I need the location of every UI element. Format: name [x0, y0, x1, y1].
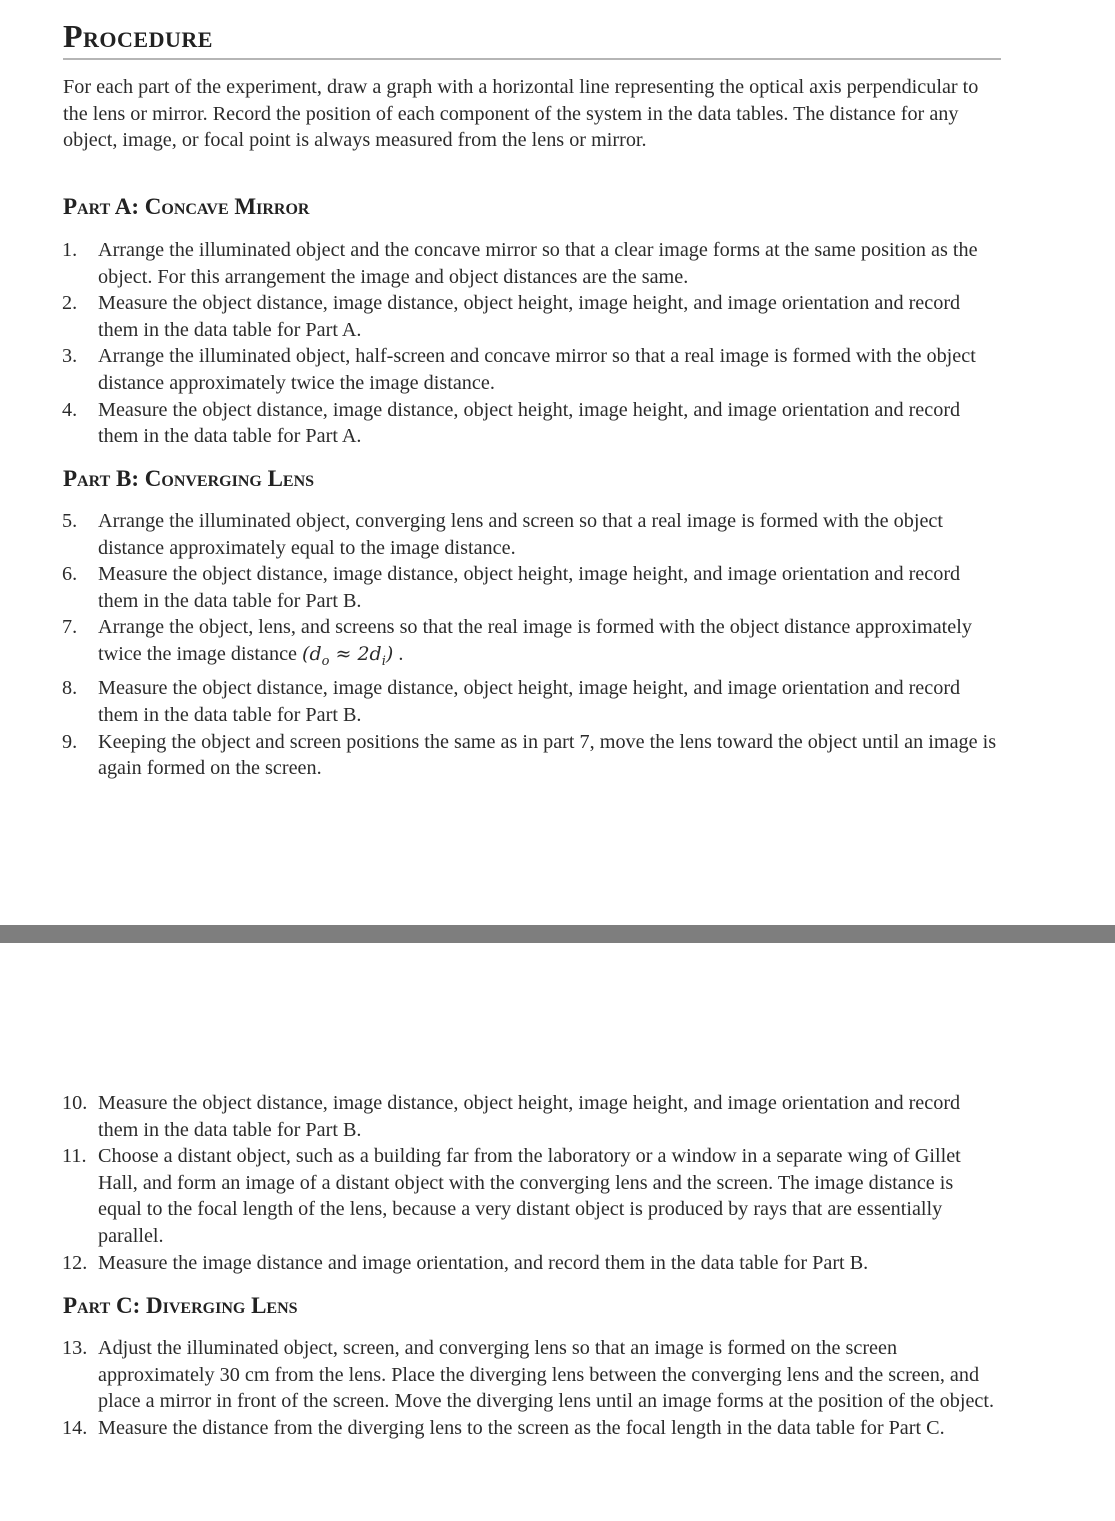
page-break-divider: [0, 925, 1115, 943]
page-title: Procedure: [63, 18, 213, 54]
step-text: Measure the object distance, image distance, object height, image height, and image orientation and record them in the data table for Part A.: [98, 398, 961, 448]
part-a-title: Part A: Concave Mirror: [63, 194, 310, 219]
step-text: Measure the object distance, image distance, object height, image height, and image orientation and record them in the data table for Part B.: [98, 677, 961, 726]
list-item: [0, 729, 1000, 782]
part-c-steps: [0, 1335, 1000, 1441]
list-item: [0, 343, 1000, 396]
list-item: [0, 614, 1000, 675]
step-number: 7.: [62, 616, 78, 639]
step-text: Arrange the illuminated object, half-screen and concave mirror so that a real image is formed with the object distance approximately twice the image distance.: [98, 345, 976, 394]
step-number: 10.: [62, 1092, 88, 1114]
list-item: [0, 1143, 1000, 1249]
list-item: [0, 290, 1000, 343]
formula-sub-o: o: [321, 653, 330, 669]
list-item: [0, 1415, 1000, 1442]
step-text: Measure the object distance, image distance, object height, image height, and image orientation and record them in the data table for Part B.: [98, 1092, 961, 1141]
step-text-tail: .: [393, 642, 404, 665]
step-number: 1.: [62, 239, 78, 261]
step-text-body: Arrange the object, lens, and screens so that the real image is formed with the object distance approximately twice the image distance: [98, 616, 972, 665]
step-number: 8.: [62, 677, 78, 700]
formula-sub-i: i: [381, 653, 386, 669]
step-text: Measure the image distance and image orientation, and record them in the data table for Part B.: [98, 1251, 869, 1274]
part-b-steps: [0, 508, 1000, 782]
step-text: [98, 614, 1000, 675]
step-number: 3.: [62, 345, 78, 368]
step-number: 14.: [62, 1416, 88, 1439]
part-b-title: Part B: Converging Lens: [63, 466, 315, 491]
step-text: Measure the object distance, image distance, object height, image height, and image orientation and record them in the data table for Part B.: [98, 563, 961, 612]
list-item: [0, 237, 1000, 290]
step-number: 9.: [62, 730, 78, 753]
list-item: [0, 1335, 1000, 1415]
step-text: Adjust the illuminated object, screen, and converging lens so that an image is formed on the screen approximately 30 cm from the lens. Place the diverging lens between the converging lens and the screen, and place a mirror in front of the screen. Move the diverging lens until an image forms at the position of the object.: [98, 1337, 995, 1413]
list-item: [0, 1090, 1000, 1143]
step-text: Keeping the object and screen positions the same as in part 7, move the lens toward the object until an image is again formed on the screen.: [98, 730, 997, 780]
list-item: [0, 561, 1000, 614]
step-number: 6.: [62, 563, 78, 586]
step-text: Arrange the illuminated object and the concave mirror so that a clear image forms at the same position as the object. For this arrangement the image and object distances are the same.: [98, 239, 978, 288]
part-b-steps-continued: [0, 1090, 1000, 1276]
part-c-title: Part C: Diverging Lens: [63, 1293, 298, 1318]
step-text: Measure the distance from the diverging lens to the screen as the focal length in the data table for Part C.: [98, 1416, 945, 1439]
step-number: 12.: [62, 1251, 88, 1274]
step-number: 4.: [62, 398, 78, 421]
step-text: Arrange the illuminated object, converging lens and screen so that a real image is formed with the object distance approximately equal to the image distance.: [98, 510, 943, 559]
step-text: Choose a distant object, such as a building far from the laboratory or a window in a separate wing of Gillet Hall, and form an image of a distant object with the converging lens and the screen. The image distance is equal to the focal length of the lens, because a very distant object is produced by rays that are essentially parallel.: [98, 1145, 961, 1247]
step-number: 11.: [62, 1145, 87, 1168]
step-text: Measure the object distance, image distance, object height, image height, and image orientation and record them in the data table for Part A.: [98, 292, 961, 341]
formula-close: ): [385, 642, 394, 665]
part-a-steps: [0, 237, 1000, 450]
list-item: [0, 675, 1000, 728]
formula-open: (d: [302, 642, 322, 665]
step-number: 5.: [62, 510, 78, 532]
list-item: [0, 508, 1000, 561]
list-item: [0, 397, 1000, 450]
step-number: 2.: [62, 292, 78, 315]
list-item: [0, 1250, 1000, 1277]
distance-ratio-formula: [302, 642, 394, 669]
title-rule: [63, 58, 1001, 60]
step-number: 13.: [62, 1337, 88, 1359]
intro-paragraph: For each part of the experiment, draw a graph with a horizontal line representing the optical axis perpendicular to the lens or mirror. Record the position of each component of the system in the data tables. The distance for any object, image, or focal point is always measured from the lens or mirror.: [63, 76, 979, 152]
formula-mid: ≈ 2d: [329, 642, 382, 665]
